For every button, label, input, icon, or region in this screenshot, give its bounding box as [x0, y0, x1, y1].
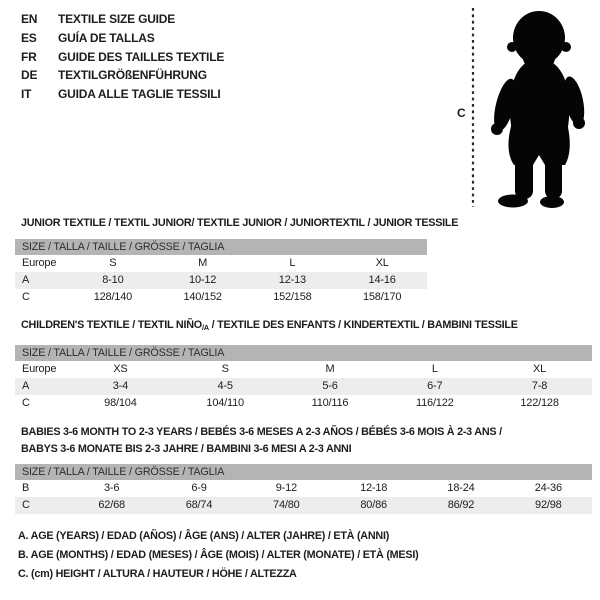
row-label: C	[22, 291, 30, 303]
children-title-part2: / TEXTILE DES ENFANTS / KINDERTEXTIL / BAMBINI TESSILE	[208, 319, 518, 331]
table-cell: 12-13	[278, 274, 306, 286]
table-cell: 152/158	[273, 291, 312, 303]
table-cell: 116/122	[416, 397, 454, 409]
junior-size-table	[15, 239, 427, 306]
table-row	[15, 480, 592, 497]
table-cell: 128/140	[93, 291, 133, 303]
table-cell: 10-12	[189, 274, 217, 286]
language-title: GUIDA ALLE TAGLIE TESSILI	[58, 87, 221, 102]
table-cell: 18-24	[447, 482, 475, 494]
junior-table-title: JUNIOR TEXTILE / TEXTIL JUNIOR/ TEXTILE JUNIOR / JUNIORTEXTIL / JUNIOR TESSILE	[21, 217, 459, 229]
children-table-title	[21, 317, 518, 336]
table-cell: 86/92	[447, 499, 475, 511]
language-row-de	[21, 66, 224, 85]
table-row	[15, 497, 592, 514]
table-cell: L	[289, 257, 296, 269]
table-cell: 104/110	[206, 397, 244, 409]
table-row	[15, 289, 427, 306]
table-cell: 74/80	[273, 499, 300, 511]
babies-table-title	[21, 424, 502, 458]
table-cell: XS	[113, 363, 128, 375]
babies-size-table	[15, 464, 592, 514]
table-cell: M	[198, 257, 208, 269]
table-cell: 7-8	[531, 380, 548, 392]
language-code: FR	[21, 49, 37, 64]
language-title: TEXTILE SIZE GUIDE	[58, 12, 176, 26]
table-cell: S	[109, 257, 117, 269]
table-cell: 24-36	[534, 482, 562, 494]
row-label: A	[22, 380, 30, 392]
table-cell: 6-7	[427, 380, 443, 392]
language-list	[21, 10, 224, 104]
height-measure-label: C	[457, 106, 466, 120]
size-header-bar: SIZE / TALLA / TAILLE / GRÖSSE / TAGLIA	[15, 345, 592, 361]
row-label: B	[22, 482, 30, 494]
table-cell: 6-9	[191, 482, 207, 494]
language-row-it	[21, 85, 224, 104]
footnote-a: A. AGE (YEARS) / EDAD (AÑOS) / ÂGE (ANS) / ALTER (JAHRE) / ETÀ (ANNI)	[18, 530, 390, 542]
language-code: DE	[21, 68, 38, 83]
table-cell: 80/86	[360, 499, 387, 511]
footnote-b: B. AGE (MONTHS) / EDAD (MESES) / ÂGE (MOIS) / ALTER (MONATE) / ETÀ (MESI)	[18, 548, 419, 561]
children-title-subscript: /A	[201, 323, 209, 332]
table-row	[15, 255, 427, 272]
table-cell: 9-12	[275, 482, 297, 494]
table-row	[15, 395, 592, 412]
table-cell: 110/116	[311, 397, 349, 409]
size-header-bar: SIZE / TALLA / TAILLE / GRÖSSE / TAGLIA	[15, 239, 427, 255]
table-cell: 3-4	[112, 380, 129, 392]
table-cell: 12-18	[360, 482, 388, 494]
table-cell: 5-6	[322, 380, 338, 392]
language-row-es	[21, 29, 224, 48]
height-dotted-line	[471, 8, 475, 207]
table-cell: 98/104	[104, 397, 137, 409]
row-label: C	[22, 397, 30, 409]
language-code: ES	[21, 30, 37, 45]
table-cell: 140/152	[183, 291, 222, 303]
table-cell: 68/74	[185, 499, 213, 511]
language-code: IT	[21, 87, 32, 102]
row-label: C	[22, 499, 30, 511]
table-row	[15, 378, 592, 395]
table-row	[15, 361, 592, 378]
table-cell: 14-16	[368, 274, 396, 286]
babies-title-line1: BABIES 3-6 MONTH TO 2-3 YEARS / BEBÉS 3-6 MESES A 2-3 AÑOS / BÉBÉS 3-6 MOIS À 2-3 ANS /	[21, 426, 502, 438]
row-label: A	[22, 274, 30, 286]
children-title-part1: CHILDREN'S TEXTILE / TEXTIL NIÑO	[21, 319, 202, 331]
table-cell: 92/98	[535, 499, 562, 511]
language-title: GUIDE DES TAILLES TEXTILE	[58, 49, 225, 64]
table-row	[15, 272, 427, 289]
row-label: Europe	[22, 257, 57, 269]
language-title: GUÍA DE TALLAS	[58, 30, 155, 45]
size-header-bar: SIZE / TALLA / TAILLE / GRÖSSE / TAGLIA	[15, 464, 592, 480]
language-row-fr	[21, 48, 224, 67]
table-cell: 3-6	[104, 482, 120, 494]
table-cell: 158/170	[362, 291, 402, 303]
baby-silhouette-icon	[486, 5, 594, 210]
language-row-en	[21, 10, 224, 29]
table-cell: 122/128	[520, 397, 559, 409]
table-cell: XL	[375, 257, 389, 269]
children-size-table	[15, 345, 592, 412]
table-cell: 8-10	[102, 274, 124, 286]
table-cell: M	[325, 363, 335, 375]
table-cell: XL	[533, 363, 547, 375]
table-cell: S	[221, 363, 229, 375]
babies-title-line2: BABYS 3-6 MONATE BIS 2-3 JAHRE / BAMBINI 3-6 MESI A 2-3 ANNI	[21, 443, 352, 455]
table-cell: 4-5	[217, 380, 233, 392]
table-cell: 62/68	[98, 499, 125, 511]
language-title: TEXTILGRÖßENFÜHRUNG	[58, 68, 207, 83]
footnote-c: C. (cm) HEIGHT / ALTURA / HAUTEUR / HÖHE / ALTEZZA	[18, 567, 297, 580]
footnotes	[18, 527, 418, 583]
row-label: Europe	[22, 363, 57, 375]
language-code: EN	[21, 12, 38, 26]
table-cell: L	[431, 363, 438, 375]
